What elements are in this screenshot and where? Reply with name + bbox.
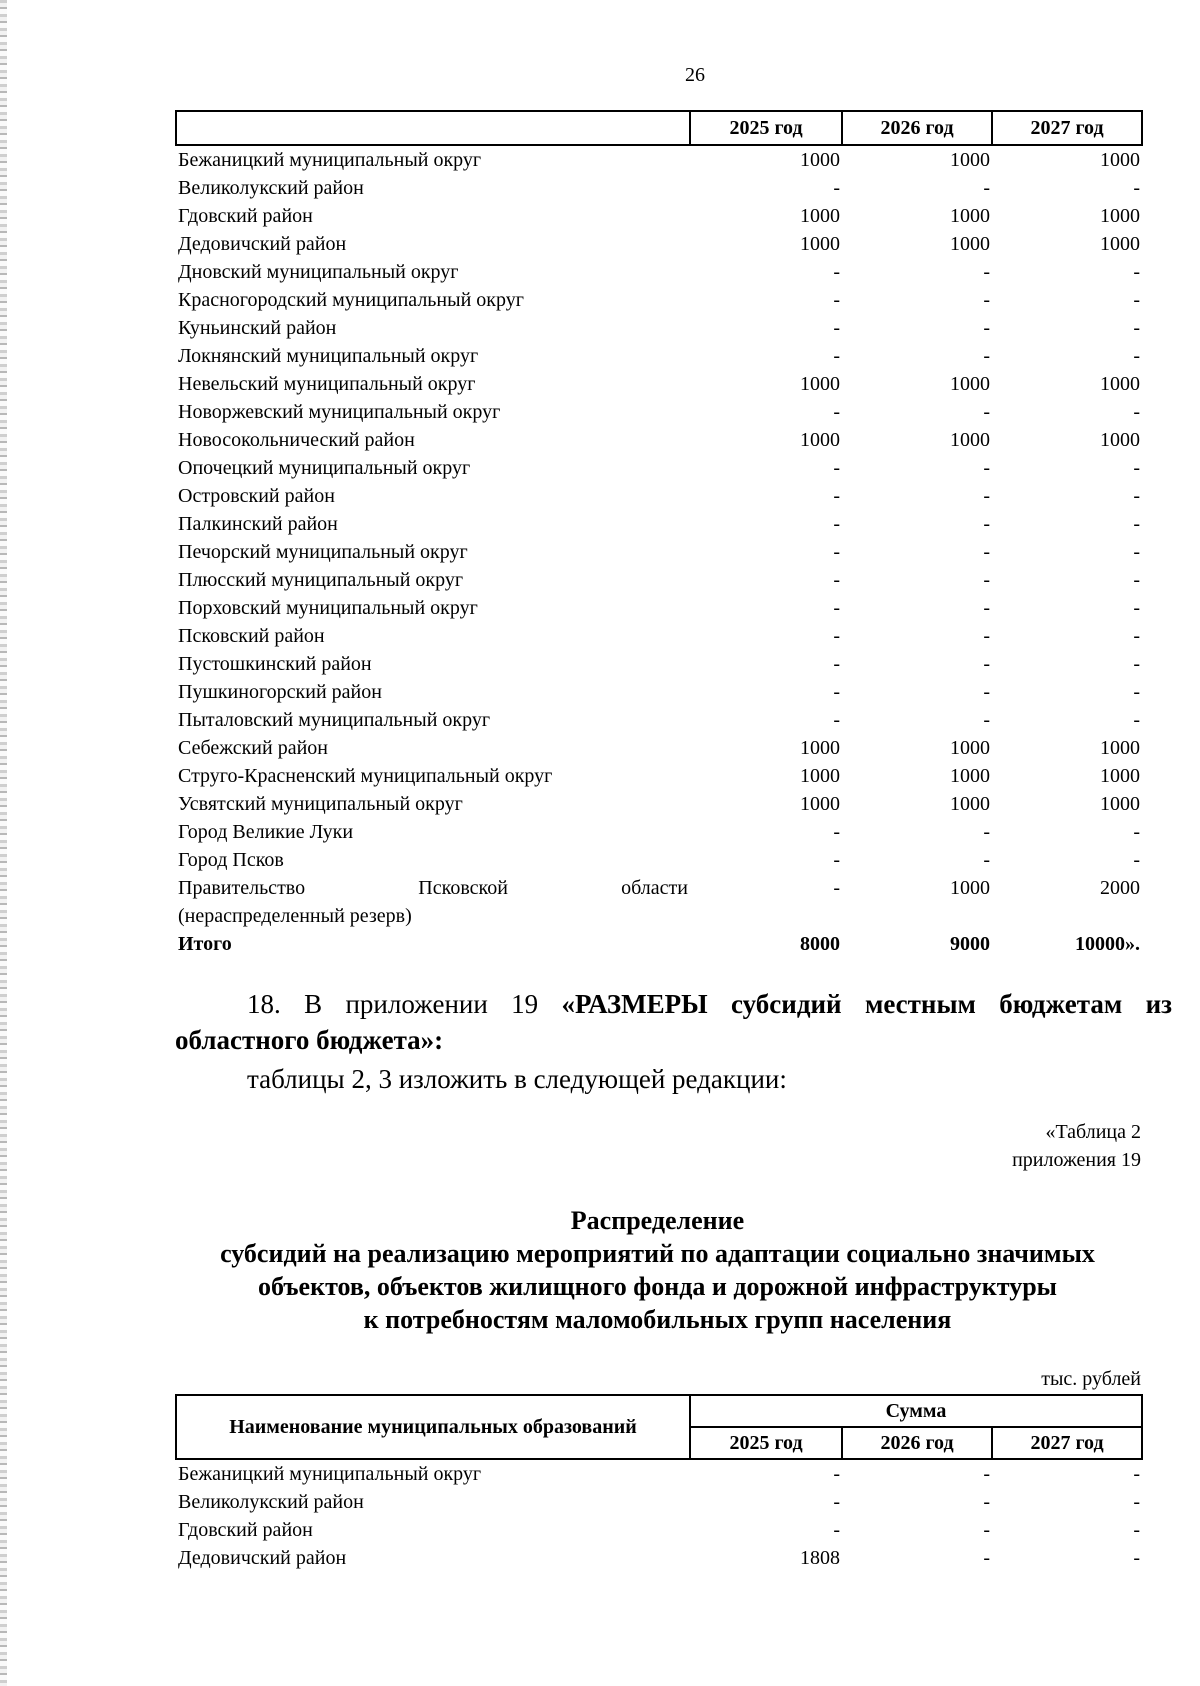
value-cell: - xyxy=(833,877,840,899)
value-cell: - xyxy=(983,1463,990,1485)
value-cell: - xyxy=(1133,709,1140,731)
value-cell: 1000 xyxy=(800,737,840,759)
header-cell: 2027 год xyxy=(992,111,1142,145)
value-cell: - xyxy=(1133,681,1140,703)
title-line: Распределение xyxy=(570,1206,745,1235)
value-cell: - xyxy=(833,653,840,675)
value-cell: - xyxy=(1133,849,1140,871)
table-row xyxy=(176,1544,1142,1572)
table-row xyxy=(176,426,1142,454)
municipality-name: Красногородский муниципальный округ xyxy=(178,289,524,311)
municipality-name: Плюсский муниципальный округ xyxy=(178,569,464,591)
value-cell: 1000 xyxy=(800,205,840,227)
table-row xyxy=(176,510,1142,538)
value-cell: - xyxy=(1133,345,1140,367)
value-cell: - xyxy=(1133,457,1140,479)
scan-edge xyxy=(0,0,7,1686)
municipality-name: Куньинский район xyxy=(178,317,337,339)
municipality-name: Город Великие Луки xyxy=(178,821,354,843)
value-cell: 1000 xyxy=(800,373,840,395)
value-cell: - xyxy=(1133,1519,1140,1541)
value-cell: 2000 xyxy=(1100,877,1140,899)
value-cell: 1000 xyxy=(1100,429,1140,451)
table-row xyxy=(176,1459,1142,1488)
title-line: к потребностям маломобильных групп населения xyxy=(363,1305,952,1334)
value-cell: - xyxy=(1133,289,1140,311)
table-row xyxy=(176,762,1142,790)
value-cell: - xyxy=(833,569,840,591)
total-value: 9000 xyxy=(950,933,990,955)
table-row-total xyxy=(176,930,1142,958)
page-number: 26 xyxy=(685,64,705,86)
section-18-instruction: таблицы 2, 3 изложить в следующей редакции: xyxy=(247,1064,787,1094)
municipality-name: Новоржевский муниципальный округ xyxy=(178,401,501,423)
table-row xyxy=(176,174,1142,202)
table-1-header xyxy=(176,111,1142,145)
value-cell: - xyxy=(1133,317,1140,339)
value-cell: - xyxy=(1133,541,1140,563)
table-reference-line2: приложения 19 xyxy=(1012,1149,1141,1171)
value-cell: - xyxy=(1133,1491,1140,1513)
value-cell: - xyxy=(833,541,840,563)
value-cell: - xyxy=(1133,597,1140,619)
value-cell: - xyxy=(1133,513,1140,535)
title-line: объектов, объектов жилищного фонда и дорожной инфраструктуры xyxy=(258,1272,1057,1301)
municipality-name: Пыталовский муниципальный округ xyxy=(178,709,491,731)
table-row xyxy=(176,145,1142,174)
municipality-name: Дедовичский район xyxy=(178,1547,347,1569)
value-cell: 1000 xyxy=(950,793,990,815)
municipality-name: Пустошкинский район xyxy=(178,653,372,675)
value-cell: 1000 xyxy=(1100,149,1140,171)
value-cell: 1000 xyxy=(950,373,990,395)
table-row xyxy=(176,398,1142,426)
table-2-header-top xyxy=(176,1395,1142,1427)
value-cell: - xyxy=(833,681,840,703)
table-reference xyxy=(1012,1118,1141,1174)
table-row xyxy=(176,286,1142,314)
government-name xyxy=(176,874,690,902)
municipality-name: Пушкиногорский район xyxy=(178,681,382,703)
table-row-government xyxy=(176,874,1142,902)
table-row xyxy=(176,1516,1142,1544)
value-cell: - xyxy=(983,653,990,675)
value-cell: - xyxy=(983,541,990,563)
value-cell: - xyxy=(833,317,840,339)
table-row xyxy=(176,1488,1142,1516)
value-cell: - xyxy=(833,289,840,311)
value-cell: - xyxy=(1133,401,1140,423)
municipality-name: Струго-Красненский муниципальный округ xyxy=(178,765,553,787)
value-cell: 1000 xyxy=(1100,765,1140,787)
value-cell: - xyxy=(833,485,840,507)
municipality-name: Невельский муниципальный округ xyxy=(178,373,476,395)
value-cell: - xyxy=(983,1519,990,1541)
value-cell: 1000 xyxy=(800,149,840,171)
value-cell: - xyxy=(983,513,990,535)
value-cell: - xyxy=(983,317,990,339)
municipality-name: Дедовичский район xyxy=(178,233,347,255)
value-cell: - xyxy=(983,289,990,311)
value-cell: - xyxy=(983,849,990,871)
table-row-government-cont xyxy=(176,902,1142,930)
value-cell: - xyxy=(833,513,840,535)
value-cell: - xyxy=(833,1519,840,1541)
municipality-name: Бежаницкий муниципальный округ xyxy=(178,1463,482,1485)
section-18-bold: «РАЗМЕРЫ субсидий местным бюджетам из областного бюджета»: xyxy=(175,989,1172,1055)
value-cell: - xyxy=(983,345,990,367)
table-row xyxy=(176,650,1142,678)
value-cell: - xyxy=(983,485,990,507)
table-row xyxy=(176,230,1142,258)
value-cell: - xyxy=(983,177,990,199)
value-cell: 1000 xyxy=(950,233,990,255)
gov-word: Правительство xyxy=(178,877,306,899)
value-cell: 1000 xyxy=(950,737,990,759)
value-cell: - xyxy=(1133,625,1140,647)
section-18-lead: 18. В приложении 19 xyxy=(247,989,562,1019)
table-row xyxy=(176,202,1142,230)
gov-word: Псковской xyxy=(418,877,508,899)
value-cell: - xyxy=(983,569,990,591)
value-cell: 1000 xyxy=(950,149,990,171)
value-cell: - xyxy=(833,1463,840,1485)
table-row xyxy=(176,594,1142,622)
municipality-name: Гдовский район xyxy=(178,205,313,227)
header-cell: 2025 год xyxy=(690,111,842,145)
table-row xyxy=(176,314,1142,342)
value-cell: - xyxy=(983,401,990,423)
table-2 xyxy=(175,1394,1143,1572)
header-cell xyxy=(176,111,690,145)
table-row xyxy=(176,566,1142,594)
table-row xyxy=(176,538,1142,566)
title-line: субсидий на реализацию мероприятий по адаптации социально значимых xyxy=(220,1239,1095,1268)
value-cell: - xyxy=(983,625,990,647)
value-cell: 1000 xyxy=(800,429,840,451)
header-cell: 2026 год xyxy=(842,111,992,145)
table-1-body xyxy=(176,145,1142,874)
municipality-name: Палкинский район xyxy=(178,513,338,535)
value-cell: 1000 xyxy=(950,205,990,227)
value-cell: - xyxy=(983,821,990,843)
section-18-paragraph xyxy=(175,986,1172,1058)
table-row xyxy=(176,370,1142,398)
table-row xyxy=(176,258,1142,286)
municipality-name: Великолукский район xyxy=(178,1491,364,1513)
table-row xyxy=(176,482,1142,510)
value-cell: - xyxy=(1133,177,1140,199)
table-row xyxy=(176,846,1142,874)
table-row xyxy=(176,622,1142,650)
value-cell: - xyxy=(1133,1463,1140,1485)
table-reference-line1: «Таблица 2 xyxy=(1045,1121,1141,1143)
value-cell: 1000 xyxy=(1100,793,1140,815)
value-cell: - xyxy=(1133,485,1140,507)
value-cell: - xyxy=(1133,261,1140,283)
municipality-name: Опочецкий муниципальный округ xyxy=(178,457,471,479)
value-cell: - xyxy=(833,821,840,843)
value-cell: 1808 xyxy=(800,1547,840,1569)
value-cell: - xyxy=(983,1491,990,1513)
value-cell: 1000 xyxy=(1100,373,1140,395)
municipality-name: Усвятский муниципальный округ xyxy=(178,793,463,815)
value-cell: - xyxy=(833,709,840,731)
table-row xyxy=(176,706,1142,734)
government-name-line2: (нераспределенный резерв) xyxy=(178,905,412,927)
value-cell: - xyxy=(833,345,840,367)
table-row xyxy=(176,678,1142,706)
value-cell: - xyxy=(833,401,840,423)
municipality-name: Порховский муниципальный округ xyxy=(178,597,478,619)
municipality-name: Бежаницкий муниципальный округ xyxy=(178,149,482,171)
year-header: 2027 год xyxy=(992,1427,1142,1459)
value-cell: 1000 xyxy=(800,765,840,787)
gov-word: области xyxy=(621,877,688,899)
table-row xyxy=(176,790,1142,818)
year-header: 2025 год xyxy=(690,1427,842,1459)
municipality-name: Себежский район xyxy=(178,737,328,759)
value-cell: - xyxy=(1133,569,1140,591)
municipality-name: Локнянский муниципальный округ xyxy=(178,345,479,367)
total-value: 10000». xyxy=(1075,933,1140,955)
table-row xyxy=(176,342,1142,370)
value-cell: - xyxy=(983,681,990,703)
municipality-name: Псковский район xyxy=(178,625,325,647)
value-cell: - xyxy=(833,849,840,871)
value-cell: - xyxy=(833,1491,840,1513)
municipality-name: Новосокольнический район xyxy=(178,429,415,451)
value-cell: - xyxy=(983,261,990,283)
value-cell: - xyxy=(983,457,990,479)
value-cell: - xyxy=(833,177,840,199)
value-cell: 1000 xyxy=(950,429,990,451)
table-row xyxy=(176,818,1142,846)
value-cell: - xyxy=(833,261,840,283)
table-2-body xyxy=(176,1459,1142,1572)
municipality-name: Гдовский район xyxy=(178,1519,313,1541)
value-cell: 1000 xyxy=(950,877,990,899)
value-cell: - xyxy=(1133,653,1140,675)
value-cell: 1000 xyxy=(800,233,840,255)
total-label: Итого xyxy=(178,933,232,955)
value-cell: - xyxy=(983,709,990,731)
value-cell: 1000 xyxy=(800,793,840,815)
value-cell: - xyxy=(833,597,840,619)
sum-header: Сумма xyxy=(690,1395,1142,1427)
name-header: Наименование муниципальных образований xyxy=(176,1395,690,1459)
table-row xyxy=(176,734,1142,762)
value-cell: - xyxy=(833,625,840,647)
value-cell: - xyxy=(1133,821,1140,843)
value-cell: - xyxy=(983,1547,990,1569)
municipality-name: Город Псков xyxy=(178,849,284,871)
units-label: тыс. рублей xyxy=(1041,1368,1141,1390)
municipality-name: Печорский муниципальный округ xyxy=(178,541,468,563)
value-cell: - xyxy=(1133,1547,1140,1569)
table-1 xyxy=(175,110,1143,958)
value-cell: 1000 xyxy=(1100,233,1140,255)
value-cell: - xyxy=(833,457,840,479)
table-2-title xyxy=(140,1204,1175,1336)
municipality-name: Дновский муниципальный округ xyxy=(178,261,459,283)
municipality-name: Великолукский район xyxy=(178,177,364,199)
municipality-name: Островский район xyxy=(178,485,335,507)
value-cell: 1000 xyxy=(1100,205,1140,227)
value-cell: 1000 xyxy=(950,765,990,787)
year-header: 2026 год xyxy=(842,1427,992,1459)
total-value: 8000 xyxy=(800,933,840,955)
value-cell: - xyxy=(983,597,990,619)
table-row xyxy=(176,454,1142,482)
value-cell: 1000 xyxy=(1100,737,1140,759)
